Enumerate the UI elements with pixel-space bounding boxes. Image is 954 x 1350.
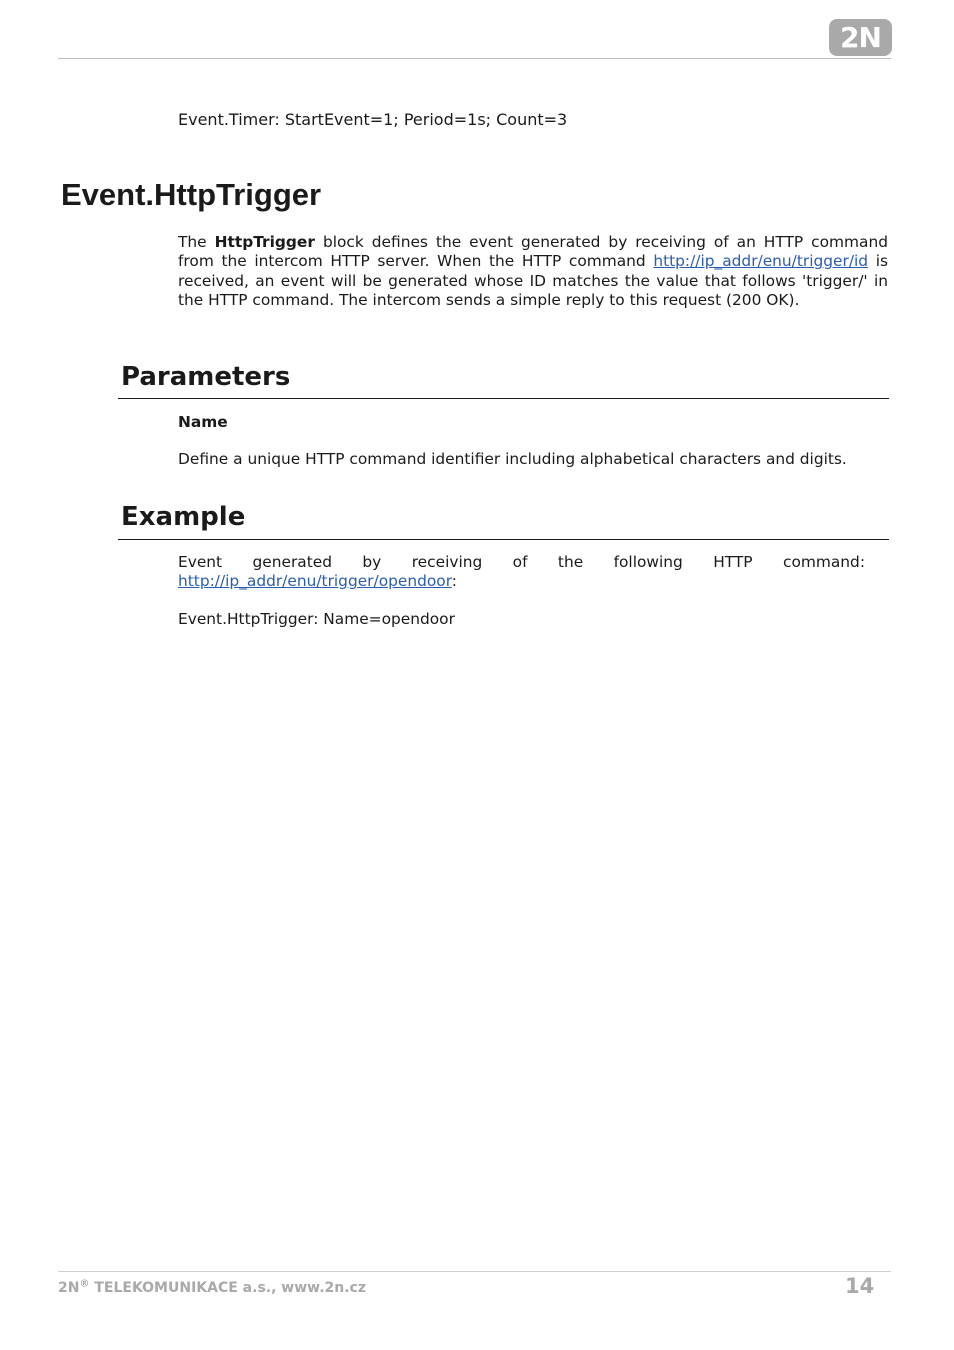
opendoor-link[interactable]: http://ip_addr/enu/trigger/opendoor [178, 572, 452, 591]
registered-mark: ® [79, 1278, 90, 1290]
intro-text-2: block defines the event generated by receiving of an HTTP command from the intercom HTTP server. When the HTTP command [178, 233, 888, 271]
page-number: 14 [845, 1274, 875, 1298]
intro-text-1: The [178, 233, 215, 251]
footer-rule [58, 1271, 891, 1272]
intro-paragraph [178, 233, 888, 311]
intro-bold-term: HttpTrigger [214, 233, 315, 251]
header-rule [58, 58, 891, 59]
footer-company-rest: TELEKOMUNIKACE a.s., www.2n.cz [89, 1280, 366, 1296]
param-name-label: Name [178, 413, 228, 431]
example-heading: Example [121, 502, 246, 532]
example-paragraph [178, 553, 865, 592]
example-colon: : [451, 572, 457, 591]
parameters-heading: Parameters [121, 362, 291, 392]
section-title: Event.HttpTrigger [61, 177, 322, 212]
example-rule [118, 539, 889, 540]
example-code-line: Event.HttpTrigger: Name=opendoor [178, 610, 455, 628]
parameters-rule [118, 398, 889, 399]
example-text: Event generated by receiving of the following HTTP command: [178, 553, 865, 571]
trigger-id-link[interactable]: http://ip_addr/enu/trigger/id [653, 252, 869, 271]
logo-text: 2N [840, 20, 881, 54]
param-name-description: Define a unique HTTP command identifier including alphabetical characters and digits. [178, 450, 847, 468]
brand-logo [829, 19, 892, 56]
footer-company [58, 1278, 366, 1298]
timer-example-line: Event.Timer: StartEvent=1; Period=1s; Count=3 [178, 110, 568, 129]
footer-company-prefix: 2N [58, 1280, 80, 1296]
intro-text-3: is received, an event will be generated whose ID matches the value that follows 'trigger/' in the HTTP command. The intercom sends a simple reply to this request (200 OK). [178, 252, 888, 310]
